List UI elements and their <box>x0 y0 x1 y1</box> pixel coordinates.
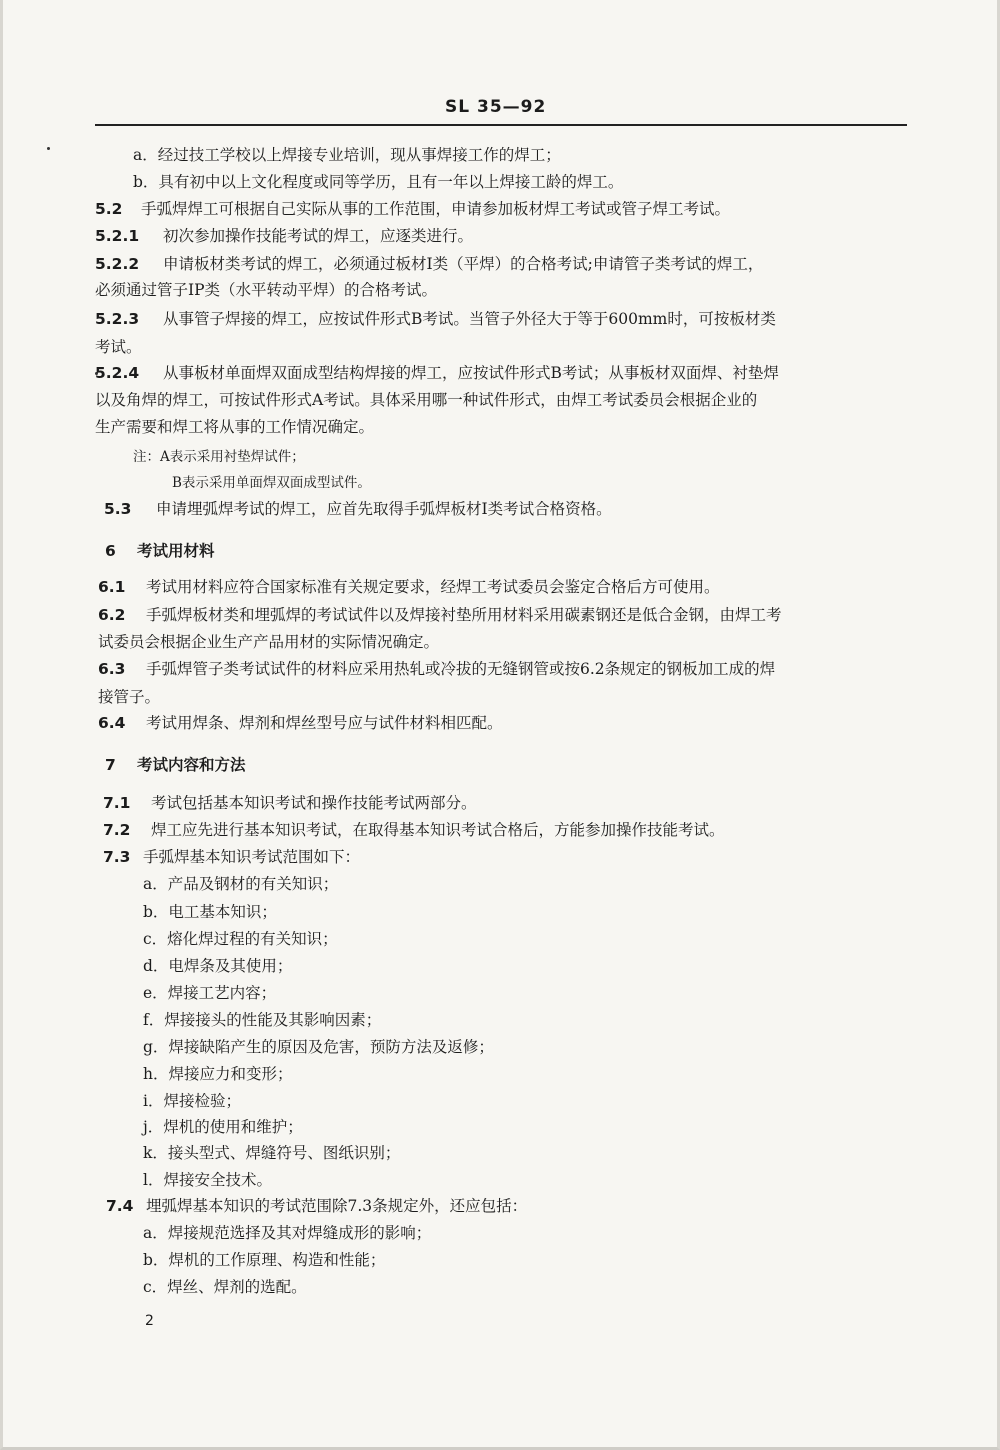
clause-text: 焊工应先进行基本知识考试，在取得基本知识考试合格后，方能参加操作技能考试。 <box>151 821 725 839</box>
list-item-7-3-c: c．熔化焊过程的有关知识； <box>143 930 338 948</box>
section-heading-6 <box>105 541 215 561</box>
list-item-7-4-b: b．焊机的工作原理、构造和性能； <box>143 1251 386 1269</box>
list-item-7-3-d: d．电焊条及其使用； <box>143 957 293 975</box>
clause-6-3 <box>98 659 775 679</box>
list-item-7-3-k: k．接头型式、焊缝符号、图纸识别； <box>143 1144 401 1162</box>
list-item-7-4-c: c．焊丝、焊剂的选配。 <box>143 1278 307 1296</box>
list-item-7-3-b: b．电工基本知识； <box>143 903 277 921</box>
clause-number: 5.2 <box>95 200 123 218</box>
standard-code-header: SL 35—92 <box>445 97 547 117</box>
clause-7-2 <box>103 820 725 840</box>
list-item-7-3-e: e．焊接工艺内容； <box>143 984 277 1002</box>
clause-number: 5.2.1 <box>95 227 140 245</box>
clause-6-1 <box>98 577 720 597</box>
section-number: 7 <box>105 756 116 774</box>
clause-number: 7.1 <box>103 794 131 812</box>
clause-5-2 <box>95 199 730 219</box>
clause-5-2-2-cont: 必须通过管子ⅠP类（水平转动平焊）的合格考试。 <box>95 281 438 299</box>
clause-5-2-2 <box>95 254 763 274</box>
clause-number: 5.2.4 <box>95 364 140 382</box>
clause-text: 考试用材料应符合国家标准有关规定要求，经焊工考试委员会鉴定合格后方可使用。 <box>146 578 720 596</box>
clause-text: 初次参加操作技能考试的焊工，应逐类进行。 <box>163 227 474 245</box>
list-item-7-3-f: f．焊接接头的性能及其影响因素； <box>143 1011 382 1029</box>
clause-number: 7.4 <box>106 1197 134 1215</box>
page-number: 2 <box>145 1313 154 1329</box>
clause-6-2 <box>98 605 782 625</box>
list-item-7-3-i: i．焊接检验； <box>143 1092 241 1110</box>
clause-text: 申请板材类考试的焊工，必须通过板材Ⅰ类（平焊）的合格考试;申请管子类考试的焊工， <box>163 255 764 273</box>
list-item-7-4-a: a．焊接规范选择及其对焊缝成形的影响； <box>143 1224 432 1242</box>
clause-text: 申请埋弧焊考试的焊工，应首先取得手弧焊板材Ⅰ类考试合格资格。 <box>156 500 612 518</box>
note-b: B表示采用单面焊双面成型试件。 <box>172 475 371 491</box>
list-item-7-3-a: a．产品及钢材的有关知识； <box>143 875 339 893</box>
clause-5-2-4 <box>95 363 779 383</box>
section-title: 考试内容和方法 <box>137 756 246 774</box>
clause-number: 6.2 <box>98 606 126 624</box>
header-rule <box>95 124 907 126</box>
clause-text: 手弧焊基本知识考试范围如下： <box>143 848 361 866</box>
clause-7-3 <box>103 847 360 867</box>
clause-number: 6.3 <box>98 660 126 678</box>
clause-text: 从事板材单面焊双面成型结构焊接的焊工，应按试件形式B考试；从事板材双面焊、衬垫焊 <box>163 364 779 382</box>
list-item-7-3-g: g．焊接缺陷产生的原因及危害，预防方法及返修； <box>143 1038 494 1056</box>
clause-text: 手弧焊焊工可根据自己实际从事的工作范围，申请参加板材焊工考试或管子焊工考试。 <box>141 200 731 218</box>
clause-5-2-4-cont: 以及角焊的焊工，可按试件形式A考试。具体采用哪一种试件形式，由焊工考试委员会根据企业的 <box>95 391 758 409</box>
note-a: 注：A表示采用衬垫焊试件； <box>133 449 305 465</box>
list-item-7-3-l: l．焊接安全技术。 <box>143 1171 272 1189</box>
clause-number: 5.2.3 <box>95 310 140 328</box>
clause-6-4 <box>98 713 503 733</box>
section-heading-7 <box>105 755 246 775</box>
clause-text: 考试包括基本知识考试和操作技能考试两部分。 <box>151 794 477 812</box>
clause-5-3 <box>104 499 612 519</box>
clause-text: 手弧焊板材类和埋弧焊的考试试件以及焊接衬垫所用材料采用碳素钢还是低合金钢，由焊工考 <box>146 606 782 624</box>
clause-number: 7.3 <box>103 848 131 866</box>
clause-5-2-3-cont: 考试。 <box>95 338 142 356</box>
clause-number: 6.1 <box>98 578 126 596</box>
section-title: 考试用材料 <box>137 542 215 560</box>
clause-text: 从事管子焊接的焊工，应按试件形式B考试。当管子外径大于等于600mm时，可按板材类 <box>163 310 776 328</box>
item-5-1-b: b．具有初中以上文化程度或同等学历，且有一年以上焊接工龄的焊工。 <box>133 173 624 191</box>
clause-number: 7.2 <box>103 821 131 839</box>
clause-number: 5.2.2 <box>95 255 140 273</box>
list-item-7-3-j: j．焊机的使用和维护； <box>143 1118 303 1136</box>
clause-text: 手弧焊管子类考试试件的材料应采用热轧或冷拔的无缝钢管或按6.2条规定的钢板加工成的焊 <box>146 660 776 678</box>
section-number: 6 <box>105 542 116 560</box>
clause-number: 5.3 <box>104 500 132 518</box>
clause-7-4 <box>106 1196 527 1216</box>
item-5-1-a: a．经过技工学校以上焊接专业培训，现从事焊接工作的焊工； <box>133 146 561 164</box>
clause-text: 埋弧焊基本知识的考试范围除7.3条规定外，还应包括： <box>146 1197 528 1215</box>
clause-5-2-3 <box>95 309 776 329</box>
clause-5-2-1 <box>95 226 473 246</box>
clause-6-3-cont: 接管子。 <box>98 688 161 706</box>
clause-text: 考试用焊条、焊剂和焊丝型号应与试件材料相匹配。 <box>146 714 503 732</box>
list-item-7-3-h: h．焊接应力和变形； <box>143 1065 293 1083</box>
clause-6-2-cont: 试委员会根据企业生产产品用材的实际情况确定。 <box>98 633 440 651</box>
clause-7-1 <box>103 793 477 813</box>
scan-speck <box>47 147 50 150</box>
clause-number: 6.4 <box>98 714 126 732</box>
clause-5-2-4-cont: 生产需要和焊工将从事的工作情况确定。 <box>95 418 375 436</box>
